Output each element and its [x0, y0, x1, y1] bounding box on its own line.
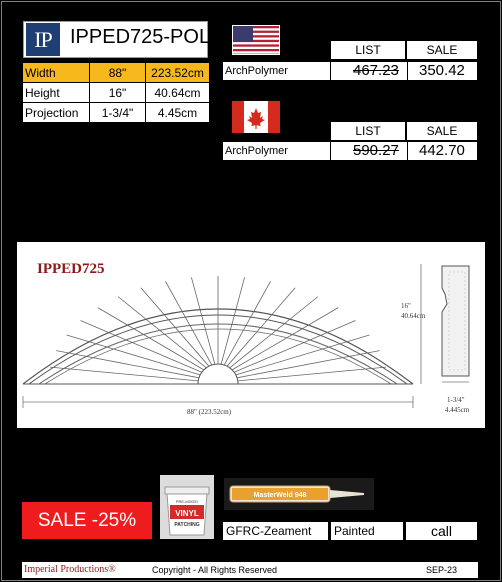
divider — [407, 142, 408, 160]
ca-sale-header: SALE — [406, 121, 478, 141]
sunburst-rays — [50, 276, 386, 381]
canada-flag-icon — [232, 101, 280, 133]
us-sale-header: SALE — [406, 40, 478, 60]
spec-metric: 40.64cm — [146, 83, 210, 103]
ca-sale-price: 442.70 — [419, 142, 465, 159]
sunburst-ray — [227, 288, 295, 366]
divider — [330, 142, 331, 160]
sunburst-ray — [67, 335, 201, 375]
sunburst-ray — [118, 297, 206, 368]
divider — [407, 62, 408, 80]
caulk-name-text: MasterWeld 948 — [253, 492, 307, 499]
footer-company: Imperial Productions® — [24, 564, 116, 575]
spec-label: Height — [23, 83, 90, 103]
us-list-header: LIST — [330, 40, 406, 60]
sunburst-ray — [230, 297, 318, 368]
vinyl-sub-text: PATCHING — [174, 522, 200, 528]
ca-list-header: LIST — [330, 121, 406, 141]
product-sku: IPPED725-POL — [70, 26, 211, 48]
sunburst-ray — [80, 321, 201, 373]
caulk-tube-image[interactable] — [224, 478, 374, 510]
vinyl-name-text: VINYL — [175, 509, 199, 518]
spec-imperial: 88" — [90, 63, 146, 83]
height-imperial-label: 16" — [401, 302, 411, 310]
technical-drawing — [17, 242, 485, 428]
spec-label: Width — [23, 63, 90, 83]
option-gfrc[interactable]: GFRC-Zeament — [222, 521, 329, 541]
spec-metric: 4.45cm — [146, 103, 210, 123]
sunburst-ray — [224, 281, 270, 365]
sunburst-ray — [165, 281, 211, 365]
height-metric-label: 40.64cm — [401, 312, 426, 320]
ca-price-row — [222, 141, 478, 161]
sunburst-hub — [198, 364, 238, 384]
us-sale-price: 350.42 — [419, 62, 465, 79]
company-logo: IP — [26, 23, 60, 56]
divider — [330, 62, 331, 80]
footer-date: SEP-23 — [426, 565, 458, 575]
sunburst-ray — [234, 321, 355, 373]
us-list-price: 467.23 — [353, 62, 399, 79]
projection-imperial-label: 1-3/4" — [447, 396, 465, 404]
vinyl-patching-tub-image[interactable] — [160, 475, 214, 539]
drawing-title: IPPED725 — [37, 261, 105, 277]
footer-copyright: Copyright - All Rights Reserved — [152, 565, 278, 575]
sunburst-ray — [50, 367, 198, 381]
spec-label: Projection — [23, 103, 90, 123]
us-material: ArchPolymer — [225, 65, 288, 77]
spec-metric: 223.52cm — [146, 63, 210, 83]
us-price-row — [222, 61, 478, 81]
option-painted[interactable]: Painted — [330, 521, 404, 541]
spec-row-height — [23, 83, 210, 103]
spec-table — [22, 62, 210, 123]
sunburst-ray — [221, 277, 244, 364]
footer — [22, 562, 478, 578]
pediment-drawing — [17, 242, 485, 428]
us-flag-icon — [232, 25, 280, 55]
sunburst-ray — [141, 288, 209, 366]
option-price: call — [405, 521, 478, 541]
sunburst-ray — [238, 367, 386, 381]
spec-row-projection — [23, 103, 210, 123]
spec-imperial: 16" — [90, 83, 146, 103]
spec-imperial: 1-3/4" — [90, 103, 146, 123]
sunburst-ray — [236, 335, 370, 375]
ca-material: ArchPolymer — [225, 145, 288, 157]
vinyl-brand-text: PRE-MIXED — [175, 499, 199, 504]
sale-badge: SALE -25% — [22, 502, 152, 539]
projection-metric-label: 4.445cm — [445, 406, 470, 414]
width-label: 88" (223.52cm) — [187, 408, 232, 416]
sunburst-ray — [191, 277, 214, 364]
spec-row-width — [23, 63, 210, 83]
ca-list-price: 590.27 — [353, 142, 399, 159]
